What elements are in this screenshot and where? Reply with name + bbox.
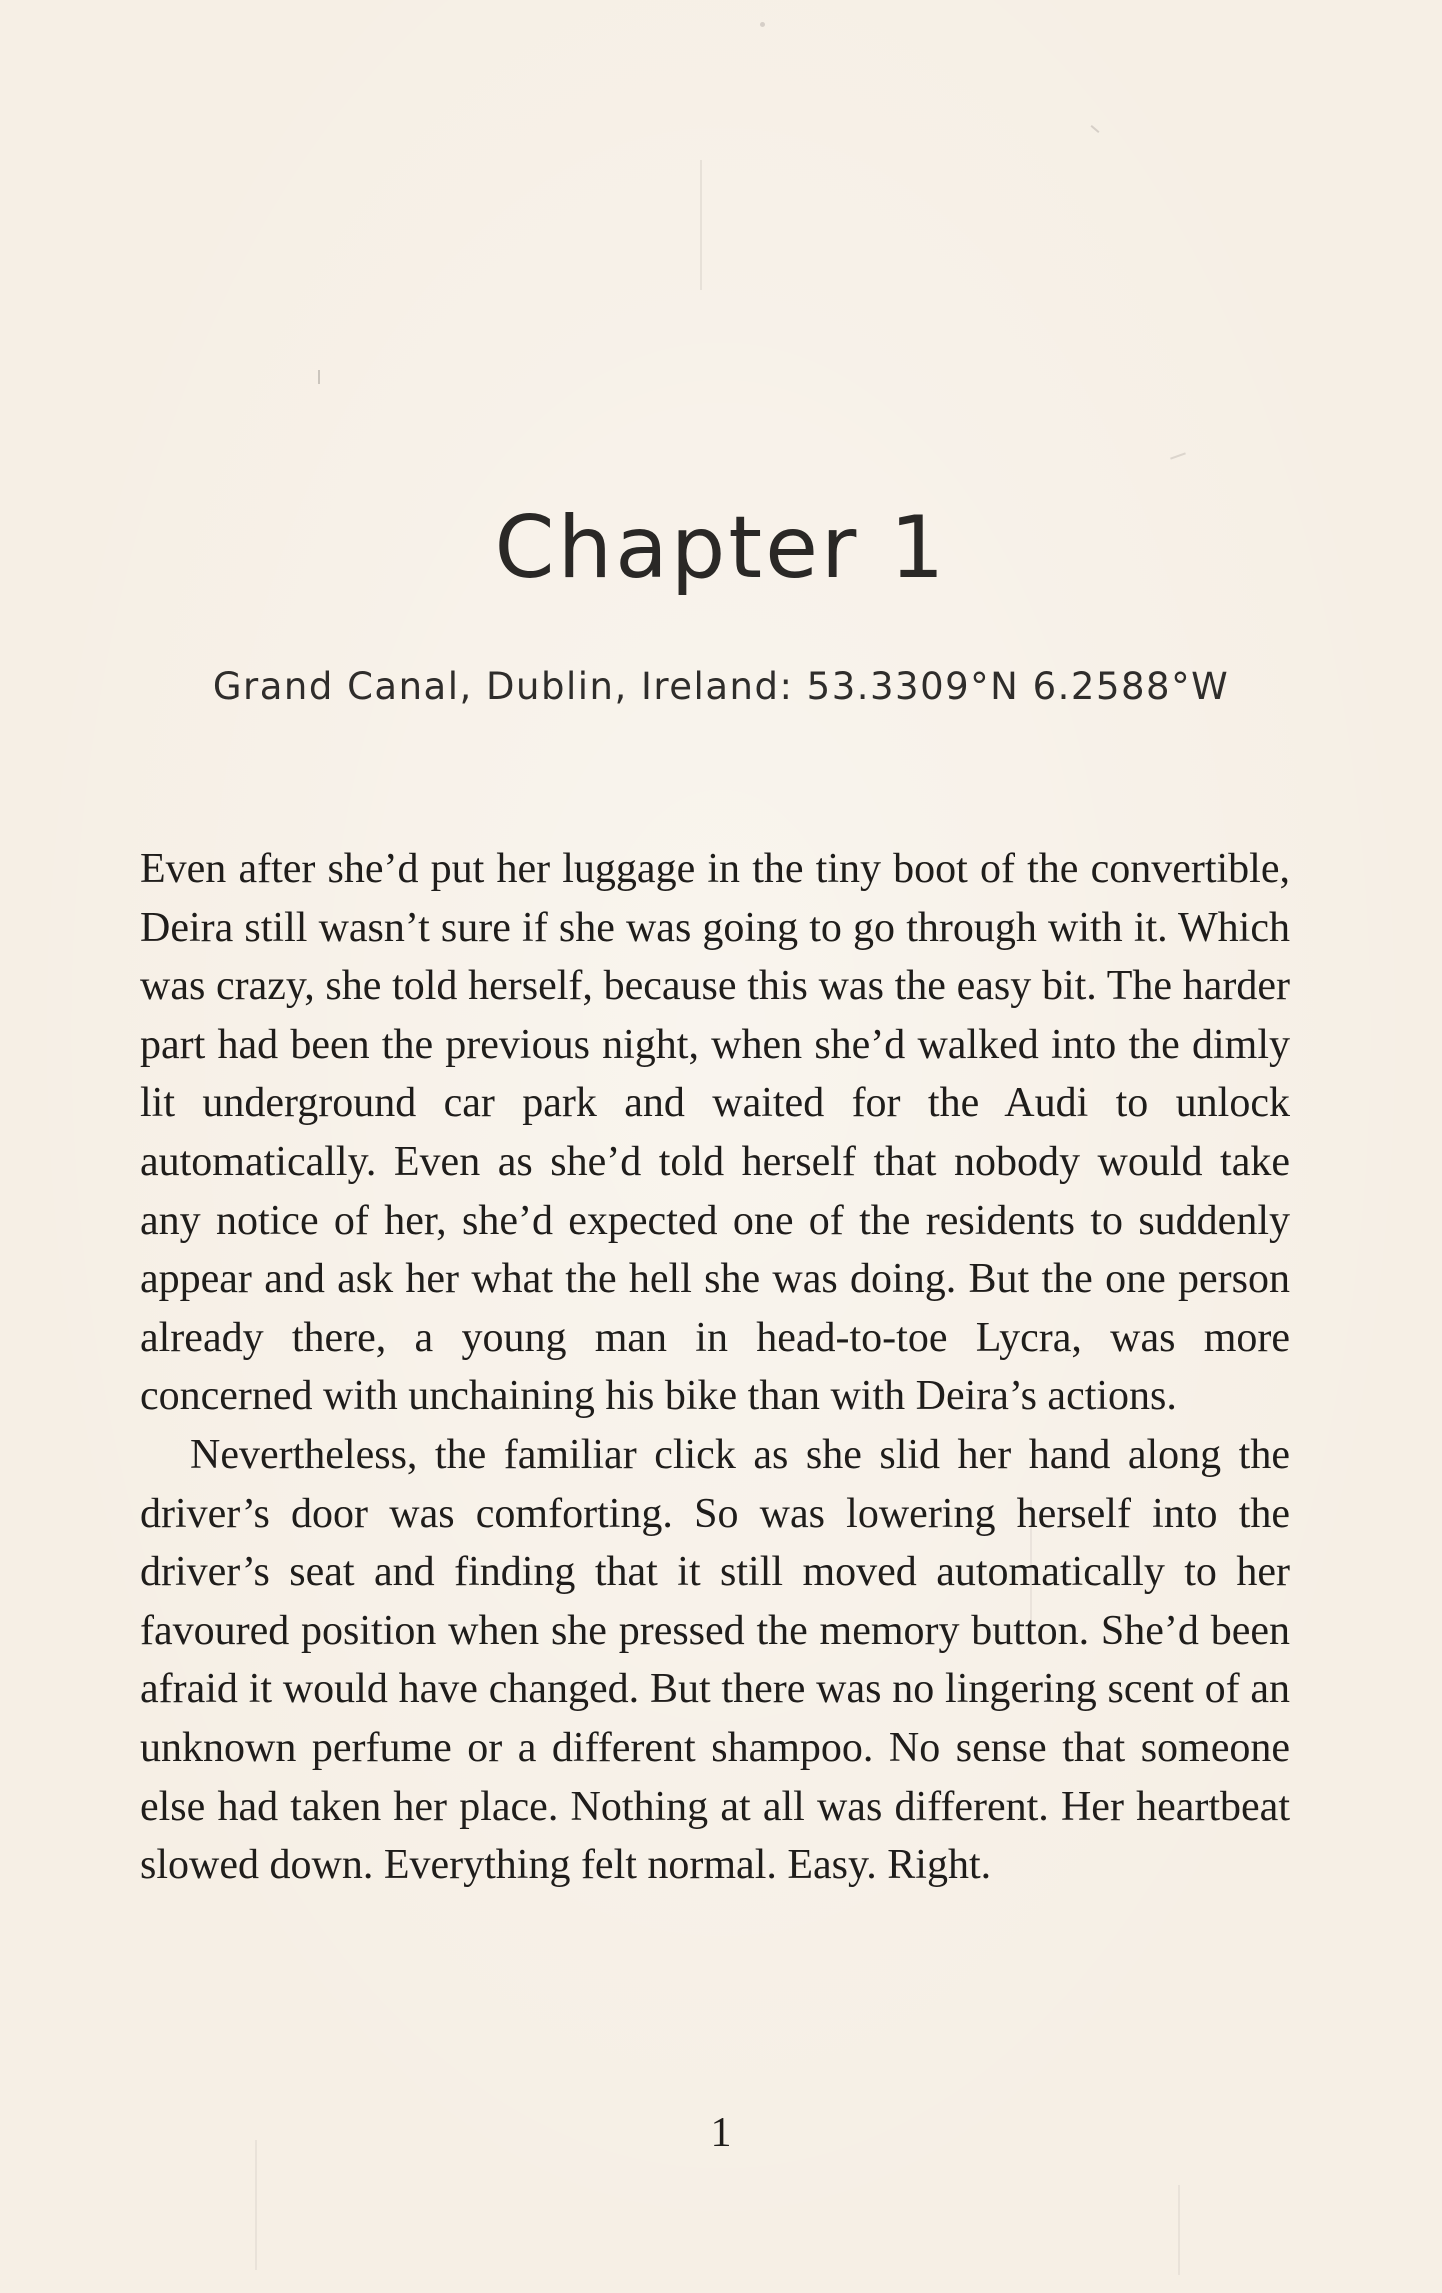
paper-speck <box>760 22 765 27</box>
paper-speck <box>255 2140 257 2270</box>
paper-speck <box>1091 125 1100 133</box>
paragraph: Even after she’d put her luggage in the tiny boot of the convertible, Deira still wasn’t sure if she was going to go through with it. Which was crazy, she told herself, because this was the easy bit. The harder part had been the previous night, when she’d walked into the dimly lit underground car park and waited for the Audi to unlock automatically. Even as she’d told herself that nobody would take any notice of her, she’d expected one of the residents to suddenly appear and ask her what the hell she was doing. But the one person already there, a young man in head-to-toe Lycra, was more concerned with unchaining his bike than with Deira’s actions. <box>140 846 1290 1420</box>
paper-speck <box>1170 452 1186 459</box>
paragraph: Nevertheless, the familiar click as she slid her hand along the driver’s door was comforting. So was lowering herself into the driver’s seat and finding that it still moved automatically to her favoured position when she pressed the memory button. She’d been afraid it would have changed. But there was no lingering scent of an unknown perfume or a different shampoo. No sense that someone else had taken her place. Nothing at all was different. Her heartbeat slowed down. Everything felt normal. Easy. Right. <box>140 1431 1290 1889</box>
body-text <box>140 840 1290 1895</box>
location-subtitle: Grand Canal, Dublin, Ireland: 53.3309°N 6.2588°W <box>212 665 1230 708</box>
chapter-title: Chapter 1 <box>494 498 948 598</box>
paper-speck <box>700 160 702 290</box>
paper-speck <box>1178 2185 1180 2275</box>
paper-speck <box>318 370 320 384</box>
page-number: 1 <box>710 2110 732 2156</box>
